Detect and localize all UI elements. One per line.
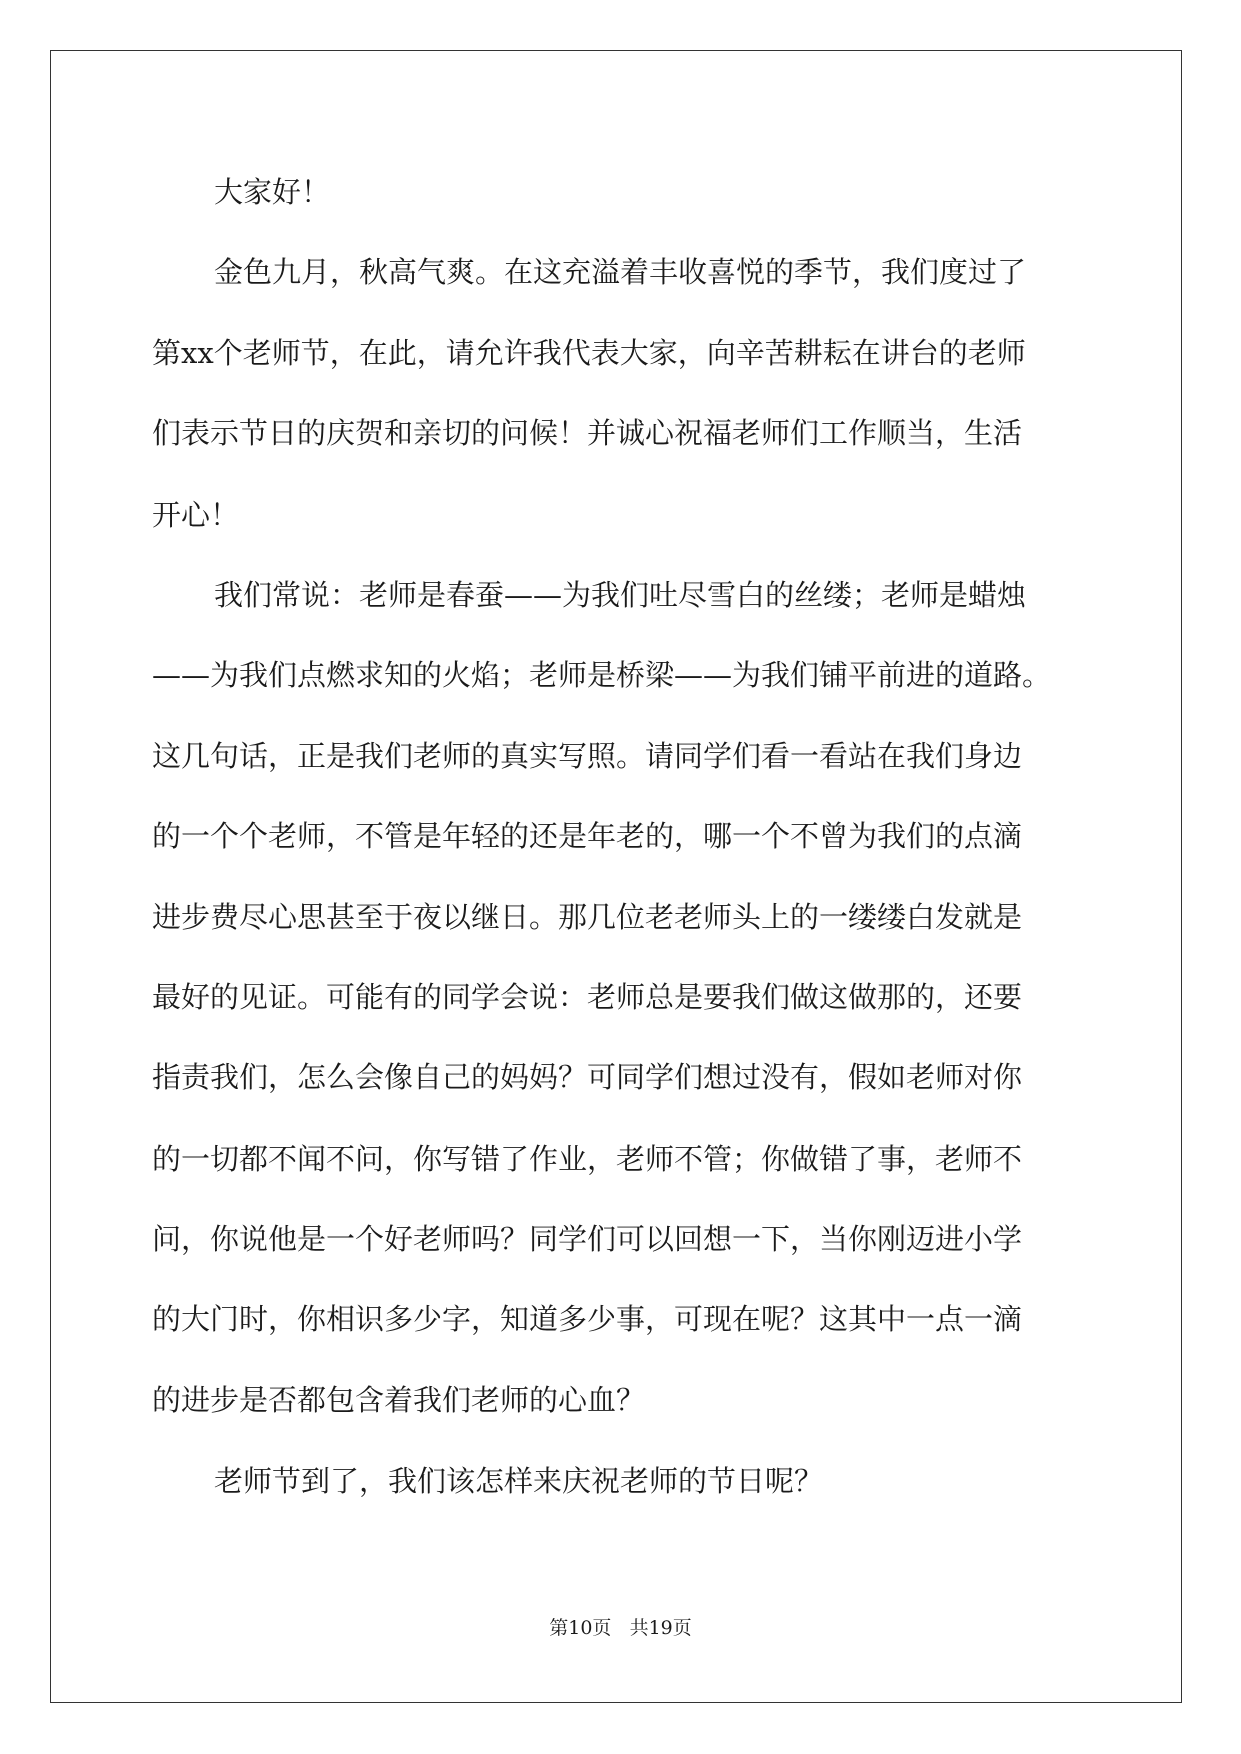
paragraph-2-line-6: 最好的见证。可能有的同学会说：老师总是要我们做这做那的，还要 [152,980,1023,1014]
paragraph-2-line-2: ——为我们点燃求知的火焰；老师是桥梁——为我们铺平前进的道路。 [152,658,1052,692]
paragraph-1-line-4: 开心！ [152,498,240,532]
paragraph-2-line-10: 的大门时，你相识多少字，知道多少事，可现在呢？这其中一点一滴 [152,1302,1023,1336]
paragraph-2-line-5: 进步费尽心思甚至于夜以继日。那几位老老师头上的一缕缕白发就是 [152,900,1023,934]
paragraph-2-line-9: 问，你说他是一个好老师吗？同学们可以回想一下，当你刚迈进小学 [152,1222,1023,1256]
page-frame [50,50,1182,1703]
page-footer [0,1613,1241,1640]
paragraph-1-line-3: 们表示节日的庆贺和亲切的问候！并诚心祝福老师们工作顺当，生活 [152,416,1023,450]
paragraph-2-line-7: 指责我们，怎么会像自己的妈妈？可同学们想过没有，假如老师对你 [152,1060,1023,1094]
page-number: 第10页 [549,1617,612,1639]
paragraph-1-line-2: 第xx个老师节，在此，请允许我代表大家，向辛苦耕耘在讲台的老师 [152,336,1026,370]
paragraph-3-line-1: 老师节到了，我们该怎样来庆祝老师的节日呢？ [214,1464,824,1498]
paragraph-2-line-8: 的一切都不闻不问，你写错了作业，老师不管；你做错了事，老师不 [152,1142,1023,1176]
paragraph-2-line-3: 这几句话，正是我们老师的真实写照。请同学们看一看站在我们身边 [152,739,1023,773]
paragraph-1-line-1: 金色九月，秋高气爽。在这充溢着丰收喜悦的季节，我们度过了 [214,255,1027,289]
paragraph-2-line-4: 的一个个老师，不管是年轻的还是年老的，哪一个不曾为我们的点滴 [152,819,1023,853]
greeting-line: 大家好！ [214,175,331,209]
paragraph-2-line-1: 我们常说：老师是春蚕——为我们吐尽雪白的丝缕；老师是蜡烛 [214,578,1027,612]
page-total: 共19页 [629,1617,692,1639]
paragraph-2-line-11: 的进步是否都包含着我们老师的心血？ [152,1383,646,1417]
